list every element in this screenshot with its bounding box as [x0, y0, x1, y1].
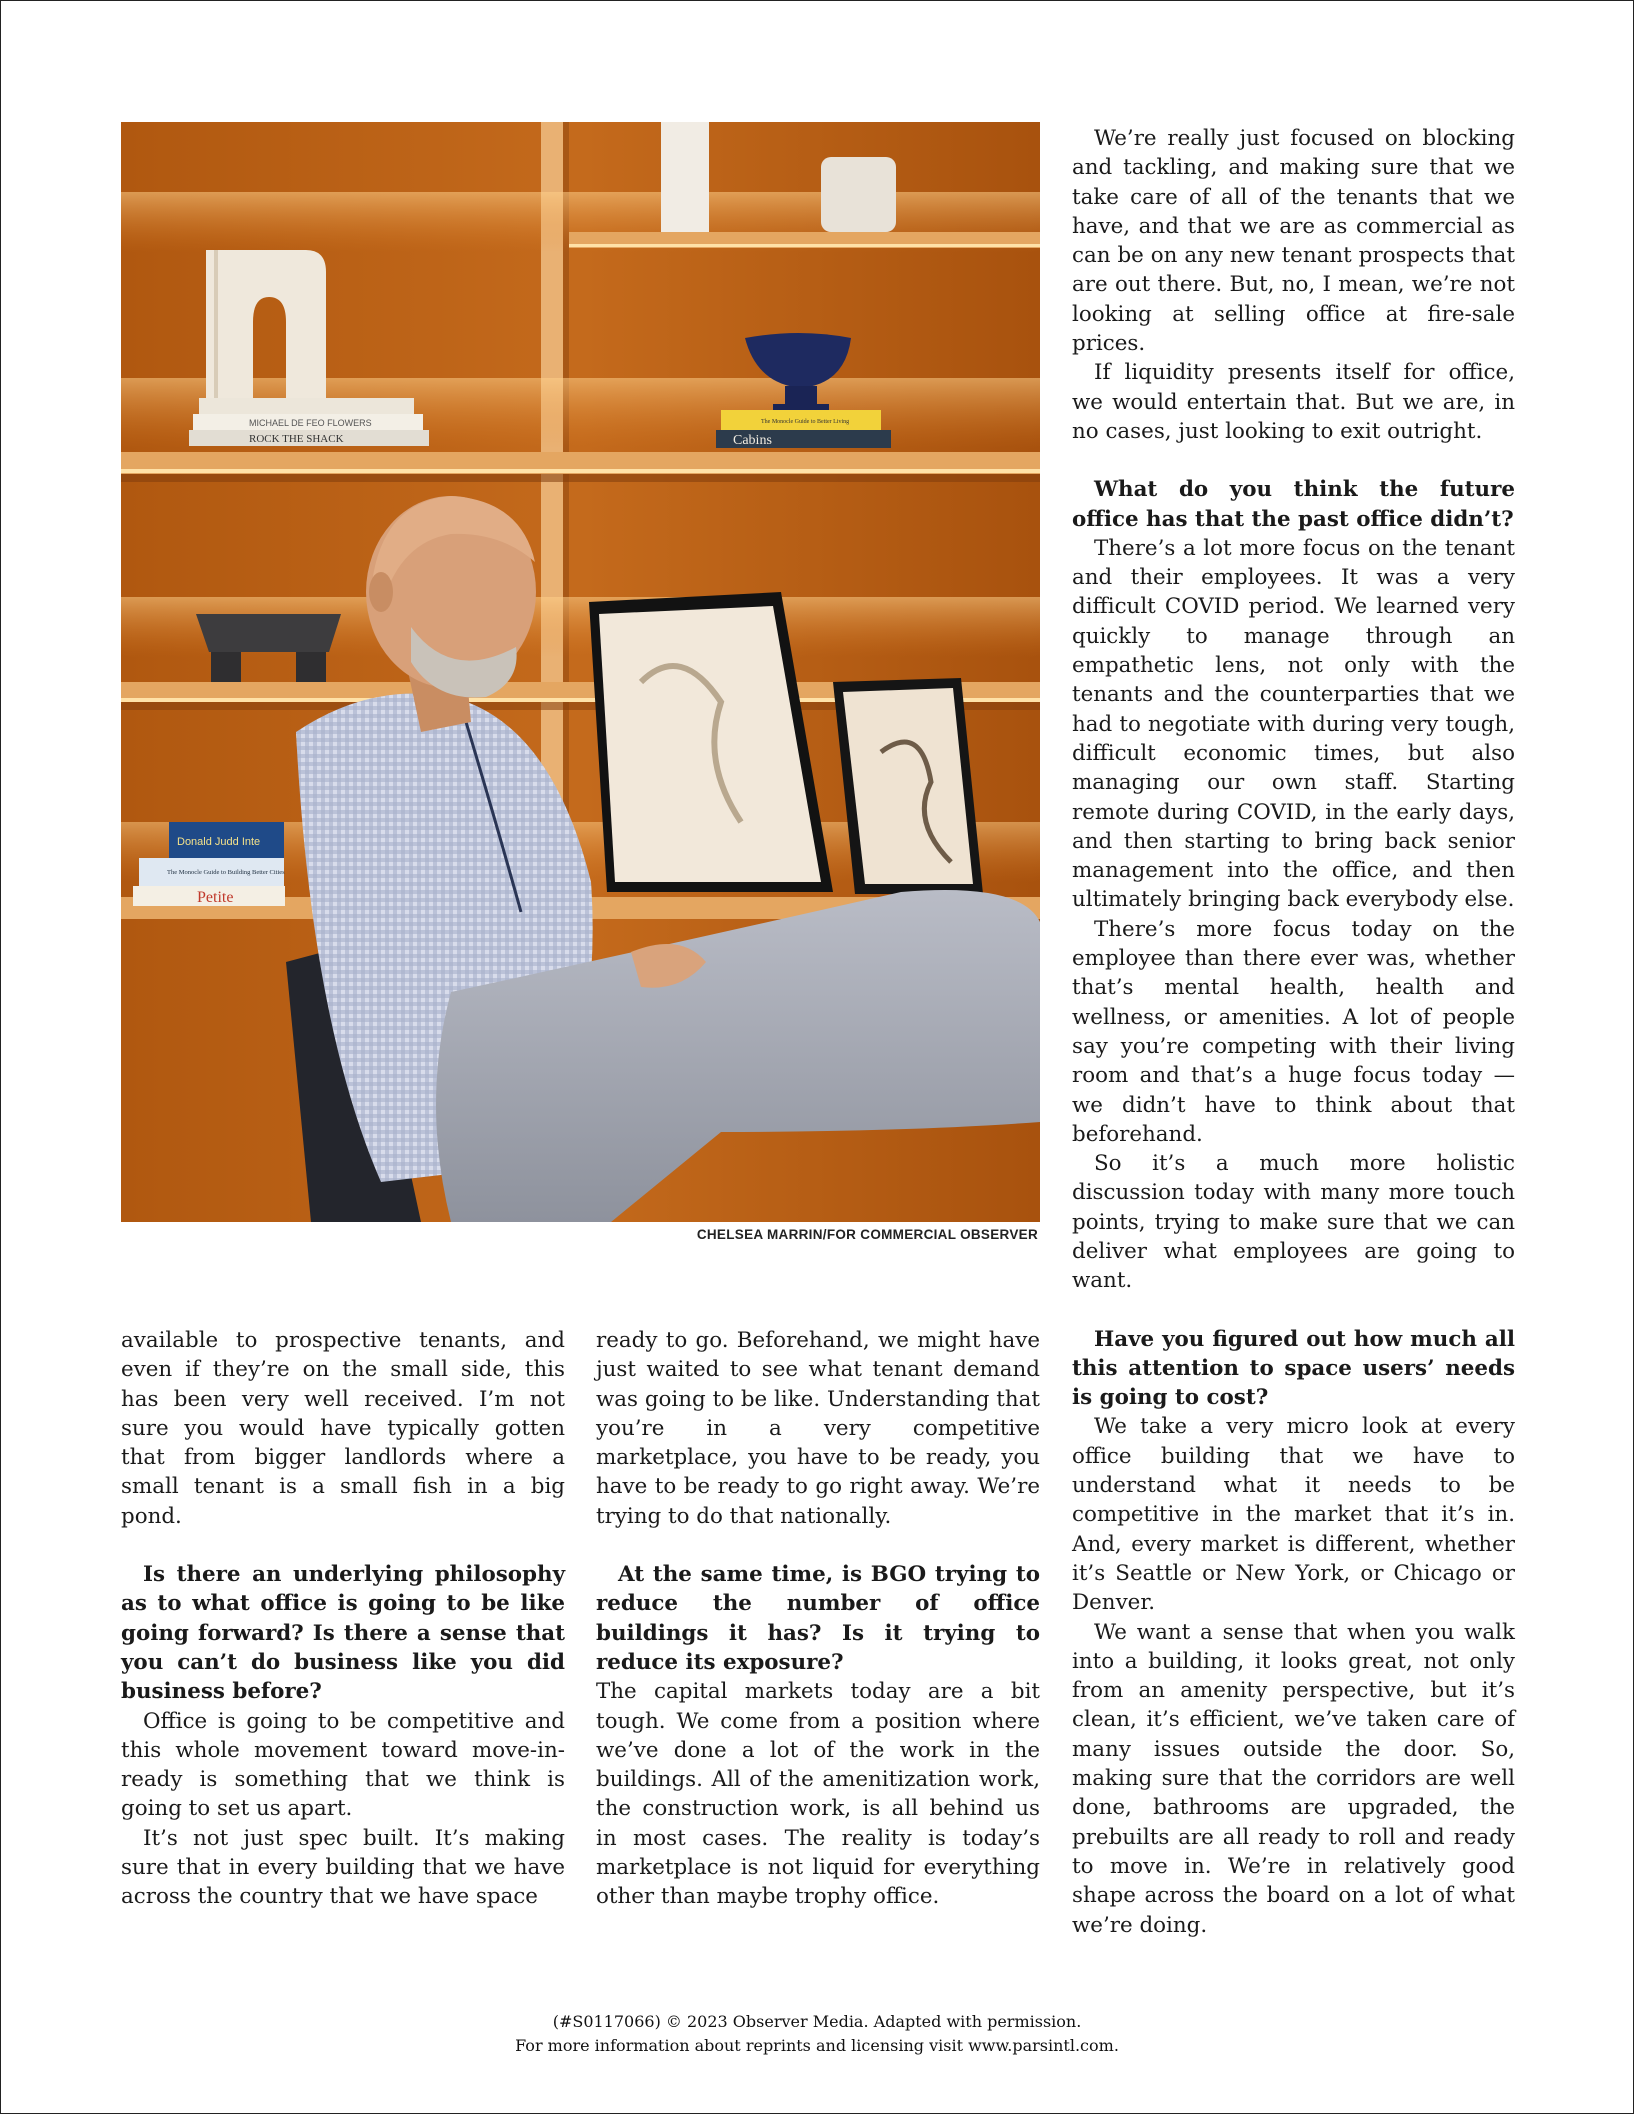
book-label-rock: ROCK THE SHACK: [249, 433, 344, 445]
answer-paragraph: ready to go. Beforehand, we might have just waited to see what tenant demand was going to be like. Understanding that you’re in a very competitive marketplace, you have to be ready, you have to be ready to go right away. We’re trying to do that nationally.: [596, 1328, 1040, 1529]
answer-paragraph: The capital markets today are a bit tough. We come from a position where we’ve done a lot of the work in the buildings. All of the amenitization work, the construction work, is all behind us in most cases. The reality is today’s marketplace is not liquid for everything other than maybe trophy office.: [596, 1679, 1040, 1910]
photo-caption: CHELSEA MARRIN/FOR COMMERCIAL OBSERVER: [696, 1227, 1038, 1242]
answer-paragraph: available to prospective tenants, and even if they’re on the small side, this has been very well received. I’m not sure you would have typically gotten that from bigger landlords where a small tenant is a small fish in a big pond.: [121, 1328, 565, 1529]
answer-paragraph: We want a sense that when you walk into a building, it looks great, not only from an amenity perspective, but it’s clean, it’s efficient, we’ve taken care of many issues outside the door. So, making sure that the corridors are well done, bathrooms are upgraded, the prebuilts are all ready to roll and ready to move in. We’re in relatively good shape across the board on a lot of what we’re doing.: [1072, 1619, 1515, 1938]
question-heading: What do you think the future office has that the past office didn’t?: [1072, 477, 1515, 532]
book-label-monocle-left: The Monocle Guide to Building Better Cities: [167, 869, 285, 876]
reprint-footer: [0, 2010, 1634, 2058]
answer-paragraph: Office is going to be competitive and this whole movement toward move-in-ready is something that we think is going to set us apart.: [121, 1708, 565, 1822]
book-label-cabins: Cabins: [733, 433, 772, 448]
answer-paragraph: We’re really just focused on blocking and tackling, and making sure that we take care of all of the tenants that we have, and that we are as commercial as can be on any new tenant prospects that are out there. But, no, I mean, we’re not looking at selling office at fire-sale prices.: [1072, 126, 1515, 357]
book-label-petite: Petite: [197, 889, 234, 906]
copyright-line: (#S0117066) © 2023 Observer Media. Adapted with permission.: [552, 2012, 1082, 2031]
question-heading: Have you figured out how much all this attention to space users’ needs is going to cost?: [1072, 1326, 1515, 1411]
question-heading: At the same time, is BGO trying to reduce the number of office buildings it has? Is it trying to reduce its exposure?: [596, 1562, 1040, 1675]
book-label-monocle-top: The Monocle Guide to Better Living: [761, 419, 850, 425]
answer-paragraph: We take a very micro look at every office building that we have to understand what it needs to be competitive in the market that it’s in. And, every market is different, whether it’s Seattle or New York, or Chicago or Denver.: [1072, 1414, 1515, 1616]
article-column-right: [1072, 124, 1515, 1940]
answer-paragraph: So it’s a much more holistic discussion today with many more touch points, trying to make sure that we can deliver what employees are going to want.: [1072, 1151, 1515, 1294]
answer-paragraph: There’s more focus today on the employee than there ever was, whether that’s mental health, health and wellness, or amenities. A lot of people say you’re competing with their living room and that’s a huge focus today — we didn’t have to think about that beforehand.: [1072, 916, 1515, 1147]
article-column-middle: [596, 1326, 1040, 1912]
answer-paragraph: It’s not just spec built. It’s making sure that in every building that we have across the country that we have space: [121, 1825, 565, 1910]
licensing-line: For more information about reprints and licensing visit www.parsintl.com.: [515, 2036, 1119, 2055]
answer-paragraph: If liquidity presents itself for office, we would entertain that. But we are, in no cases, just looking to exit outright.: [1072, 360, 1515, 444]
answer-paragraph: There’s a lot more focus on the tenant and their employees. It was a very difficult COVID period. We learned very quickly to manage through an empathetic lens, not only with the tenants and the counterparties that we had to negotiate with during very tough, difficult economic times, but also managing our own staff. Starting remote during COVID, in the early days, and then starting to bring back senior management into the office, and then ultimately bringing back everybody else.: [1072, 535, 1515, 913]
question-heading: Is there an underlying philosophy as to what office is going to be like going forward? Is there a sense that you can’t do business like you did business before?: [121, 1562, 565, 1705]
article-photo: [121, 122, 1040, 1222]
book-label-judd: Donald Judd Inte: [177, 836, 261, 848]
book-label-defeo: MICHAEL DE FEO FLOWERS: [249, 418, 372, 428]
article-column-left: [121, 1326, 565, 1912]
